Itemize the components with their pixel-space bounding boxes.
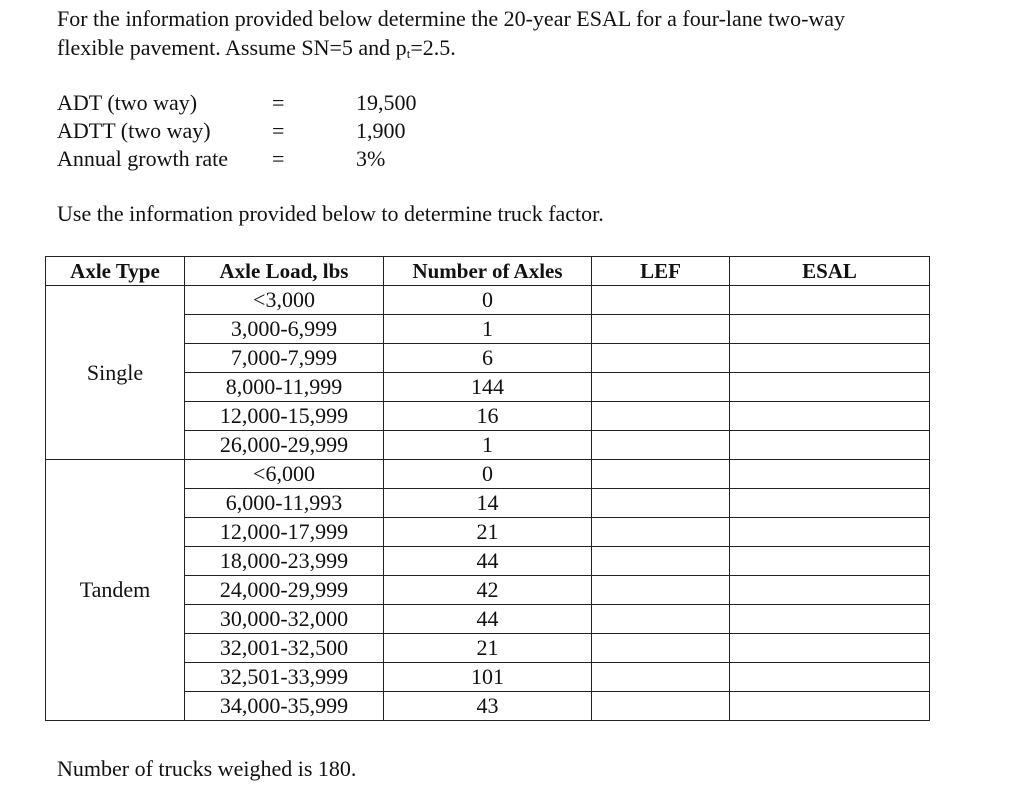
esal-cell[interactable] [730, 692, 930, 721]
esal-cell[interactable] [730, 489, 930, 518]
esal-cell[interactable] [730, 402, 930, 431]
header-esal: ESAL [730, 257, 930, 286]
lef-cell[interactable] [592, 460, 730, 489]
number-of-axles-cell: 0 [384, 460, 592, 489]
table-header-row [46, 257, 930, 286]
axle-load-cell: 7,000-7,999 [185, 344, 384, 373]
axle-load-cell: 34,000-35,999 [185, 692, 384, 721]
table-row [46, 286, 930, 315]
esal-cell[interactable] [730, 373, 930, 402]
axle-load-cell: <3,000 [185, 286, 384, 315]
given-value: 3% [356, 146, 386, 171]
number-of-axles-cell: 0 [384, 286, 592, 315]
esal-cell[interactable] [730, 344, 930, 373]
problem-line-2-suffix: =2.5. [410, 35, 456, 60]
header-number-of-axles: Number of Axles [384, 257, 592, 286]
given-label: Annual growth rate [57, 146, 229, 171]
axle-load-cell: 30,000-32,000 [185, 605, 384, 634]
axle-type-cell: Single [46, 286, 185, 460]
given-label: ADTT (two way) [57, 118, 211, 143]
lef-cell[interactable] [592, 576, 730, 605]
axle-load-cell: 24,000-29,999 [185, 576, 384, 605]
header-lef: LEF [592, 257, 730, 286]
instruction-text: Use the information provided below to determine truck factor. [57, 201, 604, 226]
number-of-axles-cell: 101 [384, 663, 592, 692]
number-of-axles-cell: 144 [384, 373, 592, 402]
axle-type-cell: Tandem [46, 460, 185, 721]
given-row [57, 89, 417, 117]
esal-cell[interactable] [730, 518, 930, 547]
axle-load-cell: 32,501-33,999 [185, 663, 384, 692]
axle-load-cell: 3,000-6,999 [185, 315, 384, 344]
axle-load-cell: <6,000 [185, 460, 384, 489]
lef-cell[interactable] [592, 431, 730, 460]
axle-load-cell: 8,000-11,999 [185, 373, 384, 402]
lef-cell[interactable] [592, 692, 730, 721]
problem-line-2 [57, 33, 957, 62]
given-equals: = [272, 90, 285, 115]
esal-cell[interactable] [730, 315, 930, 344]
esal-cell[interactable] [730, 547, 930, 576]
problem-line-1: For the information provided below determine the 20-year ESAL for a four-lane two-way [57, 6, 846, 31]
table-row [46, 460, 930, 489]
number-of-axles-cell: 6 [384, 344, 592, 373]
lef-cell[interactable] [592, 315, 730, 344]
number-of-axles-cell: 42 [384, 576, 592, 605]
lef-cell[interactable] [592, 518, 730, 547]
axle-load-table [45, 256, 930, 721]
esal-cell[interactable] [730, 576, 930, 605]
axle-load-cell: 26,000-29,999 [185, 431, 384, 460]
lef-cell[interactable] [592, 344, 730, 373]
lef-cell[interactable] [592, 663, 730, 692]
esal-cell[interactable] [730, 634, 930, 663]
number-of-axles-cell: 43 [384, 692, 592, 721]
lef-cell[interactable] [592, 286, 730, 315]
number-of-axles-cell: 14 [384, 489, 592, 518]
axle-load-cell: 12,000-15,999 [185, 402, 384, 431]
lef-cell[interactable] [592, 402, 730, 431]
lef-cell[interactable] [592, 605, 730, 634]
problem-statement [57, 4, 957, 62]
given-label: ADT (two way) [57, 90, 198, 115]
esal-cell[interactable] [730, 605, 930, 634]
lef-cell[interactable] [592, 547, 730, 576]
number-of-axles-cell: 21 [384, 634, 592, 663]
esal-cell[interactable] [730, 286, 930, 315]
footer-note: Number of trucks weighed is 180. [57, 756, 357, 781]
number-of-axles-cell: 1 [384, 431, 592, 460]
given-values [57, 89, 417, 173]
header-axle-load: Axle Load, lbs [185, 257, 384, 286]
problem-line-2-prefix: flexible pavement. Assume SN=5 and p [57, 35, 407, 60]
problem-line-2-subscript: t [406, 46, 411, 61]
number-of-axles-cell: 1 [384, 315, 592, 344]
given-value: 1,900 [356, 118, 406, 143]
axle-load-cell: 32,001-32,500 [185, 634, 384, 663]
number-of-axles-cell: 16 [384, 402, 592, 431]
number-of-axles-cell: 44 [384, 605, 592, 634]
given-equals: = [272, 118, 285, 143]
esal-cell[interactable] [730, 431, 930, 460]
given-row [57, 117, 417, 145]
number-of-axles-cell: 44 [384, 547, 592, 576]
axle-load-cell: 12,000-17,999 [185, 518, 384, 547]
esal-cell[interactable] [730, 663, 930, 692]
axle-load-cell: 6,000-11,993 [185, 489, 384, 518]
lef-cell[interactable] [592, 373, 730, 402]
lef-cell[interactable] [592, 634, 730, 663]
esal-cell[interactable] [730, 460, 930, 489]
given-row [57, 145, 417, 173]
axle-load-cell: 18,000-23,999 [185, 547, 384, 576]
given-equals: = [272, 146, 285, 171]
lef-cell[interactable] [592, 489, 730, 518]
number-of-axles-cell: 21 [384, 518, 592, 547]
header-axle-type: Axle Type [46, 257, 185, 286]
given-value: 19,500 [356, 90, 417, 115]
